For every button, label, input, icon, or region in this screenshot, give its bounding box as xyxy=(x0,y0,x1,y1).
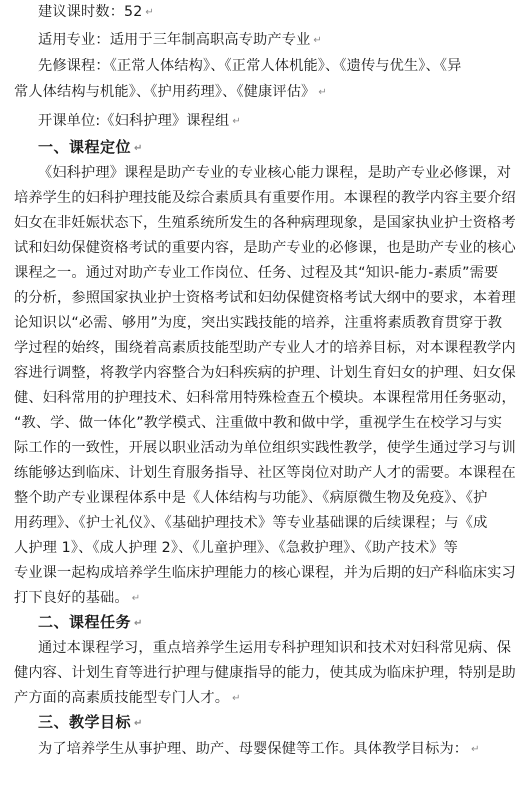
body-line xyxy=(38,164,511,182)
body-line xyxy=(14,189,516,207)
body-line xyxy=(14,564,516,582)
section-heading-objectives xyxy=(38,713,143,733)
body-line xyxy=(14,389,516,407)
offering-unit-text: 开课单位:《妇科护理》课程组 xyxy=(38,113,230,129)
offering-unit xyxy=(38,112,241,131)
paragraph-mark-icon: ↵ xyxy=(318,87,327,98)
body-line xyxy=(14,214,516,232)
body-line xyxy=(14,314,502,332)
paragraph-mark-icon: ↵ xyxy=(313,35,322,46)
body-line-text: 际工作的一致性，开展以职业活动为单位组织实践性教学，使学生通过学习与训 xyxy=(14,440,516,456)
paragraph-mark-icon: ↵ xyxy=(232,693,241,704)
body-line xyxy=(14,439,516,457)
section-heading-text: 一、课程定位 xyxy=(38,138,132,156)
body-line-text: 课程之一。通过对助产专业工作岗位、任务、过程及其“知识-能力-素质”需要 xyxy=(14,265,499,281)
body-line xyxy=(14,539,458,557)
body-line xyxy=(14,689,241,708)
body-line xyxy=(14,514,487,532)
body-line-text: 通过本课程学习，重点培养学生运用专科护理知识和技术对妇科常见病、保 xyxy=(38,640,512,656)
body-line-text: 练能够达到临床、计划生育服务指导、社区等岗位对助产人才的需要。本课程在 xyxy=(14,465,516,481)
body-line-text: 专业课一起构成培养学生临床护理能力的核心课程，并为后期的妇产科临床实习 xyxy=(14,565,516,581)
body-line-text: 健内容、计划生育等进行护理与健康指导的能力，使其成为临床护理，特别是助 xyxy=(14,665,516,681)
course-hours-text: 建议课时数：52 xyxy=(38,4,143,20)
body-line-text: 论知识以“必需、够用”为度，突出实践技能的培养，注重将素质教育贯穿于教 xyxy=(14,315,503,331)
body-line-text: 试和妇幼保健资格考试的重要内容，是助产专业的必修课，也是助产专业的核心 xyxy=(14,240,516,256)
section-heading-positioning xyxy=(38,138,143,158)
prerequisites-line-1 xyxy=(38,57,461,75)
body-line xyxy=(14,589,140,608)
body-line xyxy=(14,239,516,257)
body-line-text: 容进行调整，将教学内容整合为妇科疾病的护理、计划生育妇女的护理、妇女保 xyxy=(14,365,516,381)
body-line-text: 培养学生的妇科护理技能及综合素质具有重要作用。本课程的教学内容主要介绍 xyxy=(14,190,516,206)
applicable-major xyxy=(38,31,322,50)
body-line xyxy=(14,339,516,357)
paragraph-mark-icon: ↵ xyxy=(134,143,143,154)
body-line-text: 《妇科护理》课程是助产专业的专业核心能力课程，是助产专业必修课，对 xyxy=(38,165,512,181)
body-line xyxy=(38,740,480,759)
prerequisites-text-2: 常人体结构与机能》、《护用药理》、《健康评估》 xyxy=(14,84,316,100)
body-line-text: 产方面的高素质技能型专门人才。 xyxy=(14,690,230,706)
body-line xyxy=(14,364,516,382)
paragraph-mark-icon: ↵ xyxy=(134,618,143,629)
section-heading-text: 二、课程任务 xyxy=(38,613,132,631)
body-line-text: 整个助产专业课程体系中是《人体结构与功能》、《病原微生物及免疫》、《护 xyxy=(14,490,488,506)
body-line-text: 学过程的始终，围绕着高素质技能型助产专业人才的培养目标，对本课程教学内 xyxy=(14,340,516,356)
body-line xyxy=(14,289,516,307)
body-line-text: 的分析，参照国家执业护士资格考试和妇幼保健资格考试大纲中的要求，本着理 xyxy=(14,290,516,306)
body-line-text: “教、学、做一体化”教学模式、注重做中教和做中学，重视学生在校学习与实 xyxy=(14,415,503,431)
paragraph-mark-icon: ↵ xyxy=(471,744,480,755)
applicable-major-text: 适用专业：适用于三年制高职高专助产专业 xyxy=(38,32,311,48)
body-line xyxy=(14,489,487,507)
body-line-text: 妇女在非妊娠状态下，生殖系统所发生的各种病理现象，是国家执业护士资格考 xyxy=(14,215,516,231)
body-line xyxy=(14,464,516,482)
body-line-text: 打下良好的基础。 xyxy=(14,590,129,606)
prerequisites-line-2 xyxy=(14,83,327,102)
body-line-text: 为了培养学生从事护理、助产、母婴保健等工作。具体教学目标为： xyxy=(38,741,469,757)
section-heading-text: 三、教学目标 xyxy=(38,713,132,731)
section-heading-tasks xyxy=(38,613,143,633)
body-line-text: 健、妇科常用的护理技术、妇科常用特殊检查五个模块。本课程常用任务驱动， xyxy=(14,390,516,406)
body-line-text: 用药理》、《护士礼仪》、《基础护理技术》等专业基础课的后续课程；与《成 xyxy=(14,515,488,531)
body-line xyxy=(14,664,516,682)
paragraph-mark-icon: ↵ xyxy=(131,593,141,604)
paragraph-mark-icon: ↵ xyxy=(145,7,154,18)
course-hours xyxy=(38,3,154,22)
body-line-text: 人护理 1》、《成人护理 2》、《儿童护理》、《急救护理》、《助产技术》等 xyxy=(14,540,459,556)
body-line xyxy=(14,414,502,432)
body-line xyxy=(14,264,498,282)
paragraph-mark-icon: ↵ xyxy=(232,116,241,127)
body-line xyxy=(38,639,511,657)
prerequisites-text-1: 先修课程：《正常人体结构》、《正常人体机能》、《遗传与优生》、《异 xyxy=(38,58,462,74)
paragraph-mark-icon: ↵ xyxy=(134,718,143,729)
